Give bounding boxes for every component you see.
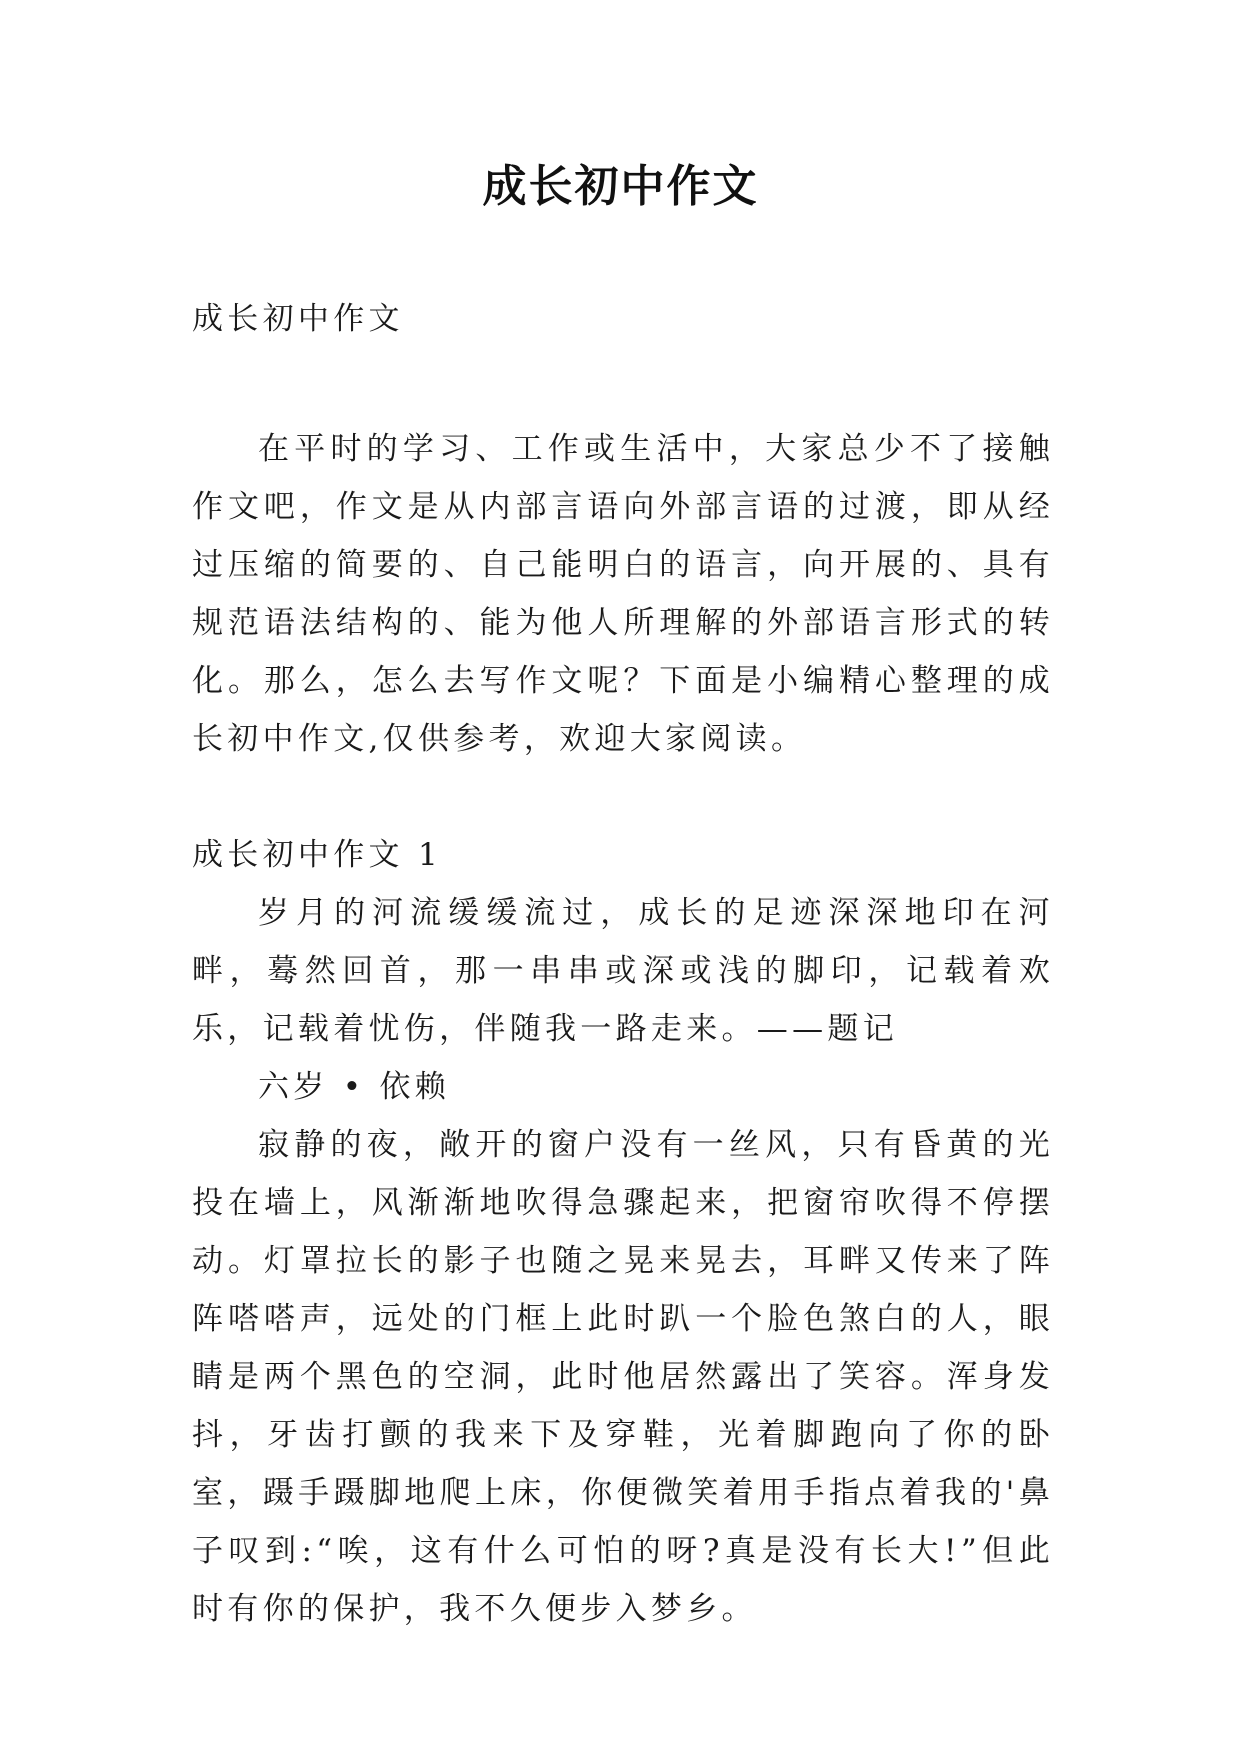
document-title: 成长初中作文: [482, 161, 759, 212]
intro-paragraph: 在平时的学习、工作或生活中，大家总少不了接触作文吧，作文是从内部言语向外部言语的过渡，即从经过压缩的简要的、自己能明白的语言，向开展的、具有规范语法结构的、能为他人所理解的外部语言形式的转化。那么，怎么去写作文呢？下面是小编精心整理的成长初中作文,仅供参考，欢迎大家阅读。: [192, 431, 1054, 757]
body-subheading-six-years: 六岁 • 依赖: [258, 1069, 451, 1105]
body-paragraph-night: 寂静的夜，敞开的窗户没有一丝风，只有昏黄的光投在墙上，风渐渐地吹得急骤起来，把窗帘吹得不停摆动。灯罩拉长的影子也随之晃来晃去，耳畔又传来了阵阵嗒嗒声，远处的门框上此时趴一个脸色煞白的人，眼睛是两个黑色的空洞，此时他居然露出了笑容。浑身发抖，牙齿打颤的我来下及穿鞋，光着脚跑向了你的卧室，蹑手蹑脚地爬上床，你便微笑着用手指点着我的'鼻子叹到:“唉，这有什么可怕的呀?真是没有长大!”但此时有你的保护，我不久便步入梦乡。: [192, 1127, 1055, 1627]
document-subtitle: 成长初中作文: [192, 301, 404, 337]
section-heading: 成长初中作文 1: [192, 837, 442, 873]
body-paragraph-epigraph: 岁月的河流缓缓流过，成长的足迹深深地印在河畔，蓦然回首，那一串串或深或浅的脚印，记载着欢乐，记载着忧伤，伴随我一路走来。——题记: [192, 895, 1054, 1047]
document-body: [192, 290, 1054, 1638]
